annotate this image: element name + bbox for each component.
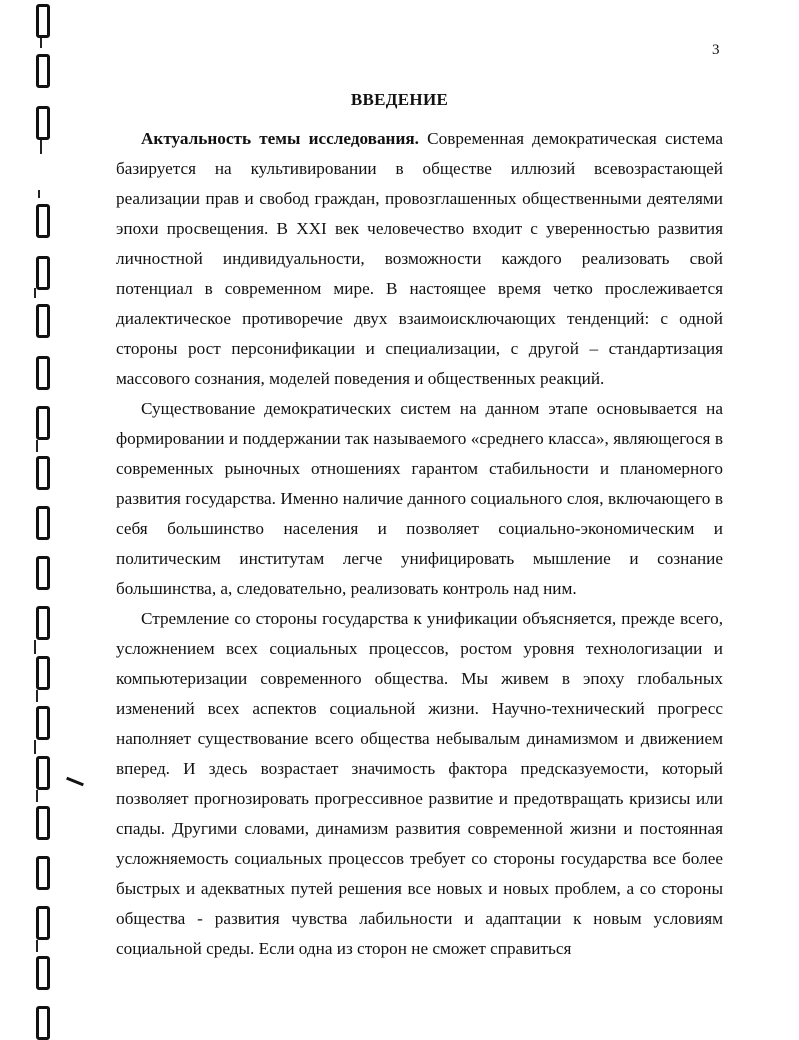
binding-mark bbox=[38, 190, 40, 198]
pen-mark bbox=[66, 777, 84, 787]
binding-hole bbox=[36, 856, 50, 890]
binding-holes-strip bbox=[0, 0, 60, 1034]
paragraph-text: Стремление со стороны государства к унификации объясняется, прежде всего, усложнением всех социальных процессов, ростом уровня технологизации и компьютеризации современного общества. Мы живем в эпоху глобальных изменений всех аспектов социальной жизни. Научно-технический прогресс наполняет существование всего общества небывалым динамизмом и движением вперед. И здесь возрастает значимость фактора предсказуемости, который позволяет прогнозировать прогрессивное развитие и предотвращать кризисы или спады. Другими словами, динамизм развития современной жизни и постоянная усложняемость социальных процессов требует со стороны государства все более быстрых и адекватных путей решения все новых и новых проблем, а со стороны общества - развития чувства лабильности и адаптации к новым условиям социальной среды. Если одна из сторон не сможет справиться bbox=[116, 609, 723, 958]
binding-mark bbox=[36, 940, 38, 952]
binding-hole bbox=[36, 1006, 50, 1040]
binding-mark bbox=[36, 440, 38, 452]
binding-hole bbox=[36, 406, 50, 440]
binding-hole bbox=[36, 906, 50, 940]
binding-hole bbox=[36, 656, 50, 690]
binding-mark bbox=[34, 288, 36, 298]
binding-hole bbox=[36, 54, 50, 88]
paragraph-lead: Актуальность темы исследования. bbox=[141, 129, 419, 148]
binding-hole bbox=[36, 304, 50, 338]
page-title: ВВЕДЕНИЕ bbox=[350, 90, 449, 109]
paragraph bbox=[116, 604, 723, 964]
binding-mark bbox=[34, 740, 36, 754]
paragraph bbox=[116, 124, 723, 394]
binding-hole bbox=[36, 706, 50, 740]
binding-mark bbox=[36, 790, 38, 802]
binding-hole bbox=[36, 956, 50, 990]
binding-hole bbox=[36, 256, 50, 290]
binding-hole bbox=[36, 456, 50, 490]
binding-mark bbox=[34, 640, 36, 654]
paragraph bbox=[116, 394, 723, 604]
binding-hole bbox=[36, 606, 50, 640]
binding-hole bbox=[36, 356, 50, 390]
binding-hole bbox=[36, 756, 50, 790]
binding-mark bbox=[40, 140, 42, 154]
binding-hole bbox=[36, 506, 50, 540]
binding-hole bbox=[36, 806, 50, 840]
body-text bbox=[116, 124, 723, 964]
binding-mark bbox=[40, 38, 42, 48]
paragraph-text: Современная демократическая система базируется на культивировании в обществе иллюзий всевозрастающей реализации прав и свобод граждан, провозглашенных общественными деятелями эпохи просвещения. В XXI век человечество входит с уверенностью развития личностной индивидуальности, возможности каждого реализовать свой потенциал в современном мире. В настоящее время четко прослеживается диалектическое противоречие двух взаимоисключающих тенденций: с одной стороны рост персонификации и специализации, с другой – стандартизация массового сознания, моделей поведения и общественных реакций. bbox=[116, 129, 723, 388]
paragraph-text: Существование демократических систем на данном этапе основывается на формировании и поддержании так называемого «среднего класса», являющегося в современных рыночных отношениях гарантом стабильности и планомерного развития государства. Именно наличие данного социального слоя, включающего в себя большинство населения и позволяет социально-экономическим и политическим институтам легче унифицировать мышление и сознание большинства, а, следовательно, реализовать контроль над ним. bbox=[116, 399, 723, 598]
binding-mark bbox=[36, 690, 38, 702]
binding-hole bbox=[36, 106, 50, 140]
binding-hole bbox=[36, 204, 50, 238]
binding-hole bbox=[36, 4, 50, 38]
page-number: 3 bbox=[712, 42, 720, 58]
binding-hole bbox=[36, 556, 50, 590]
